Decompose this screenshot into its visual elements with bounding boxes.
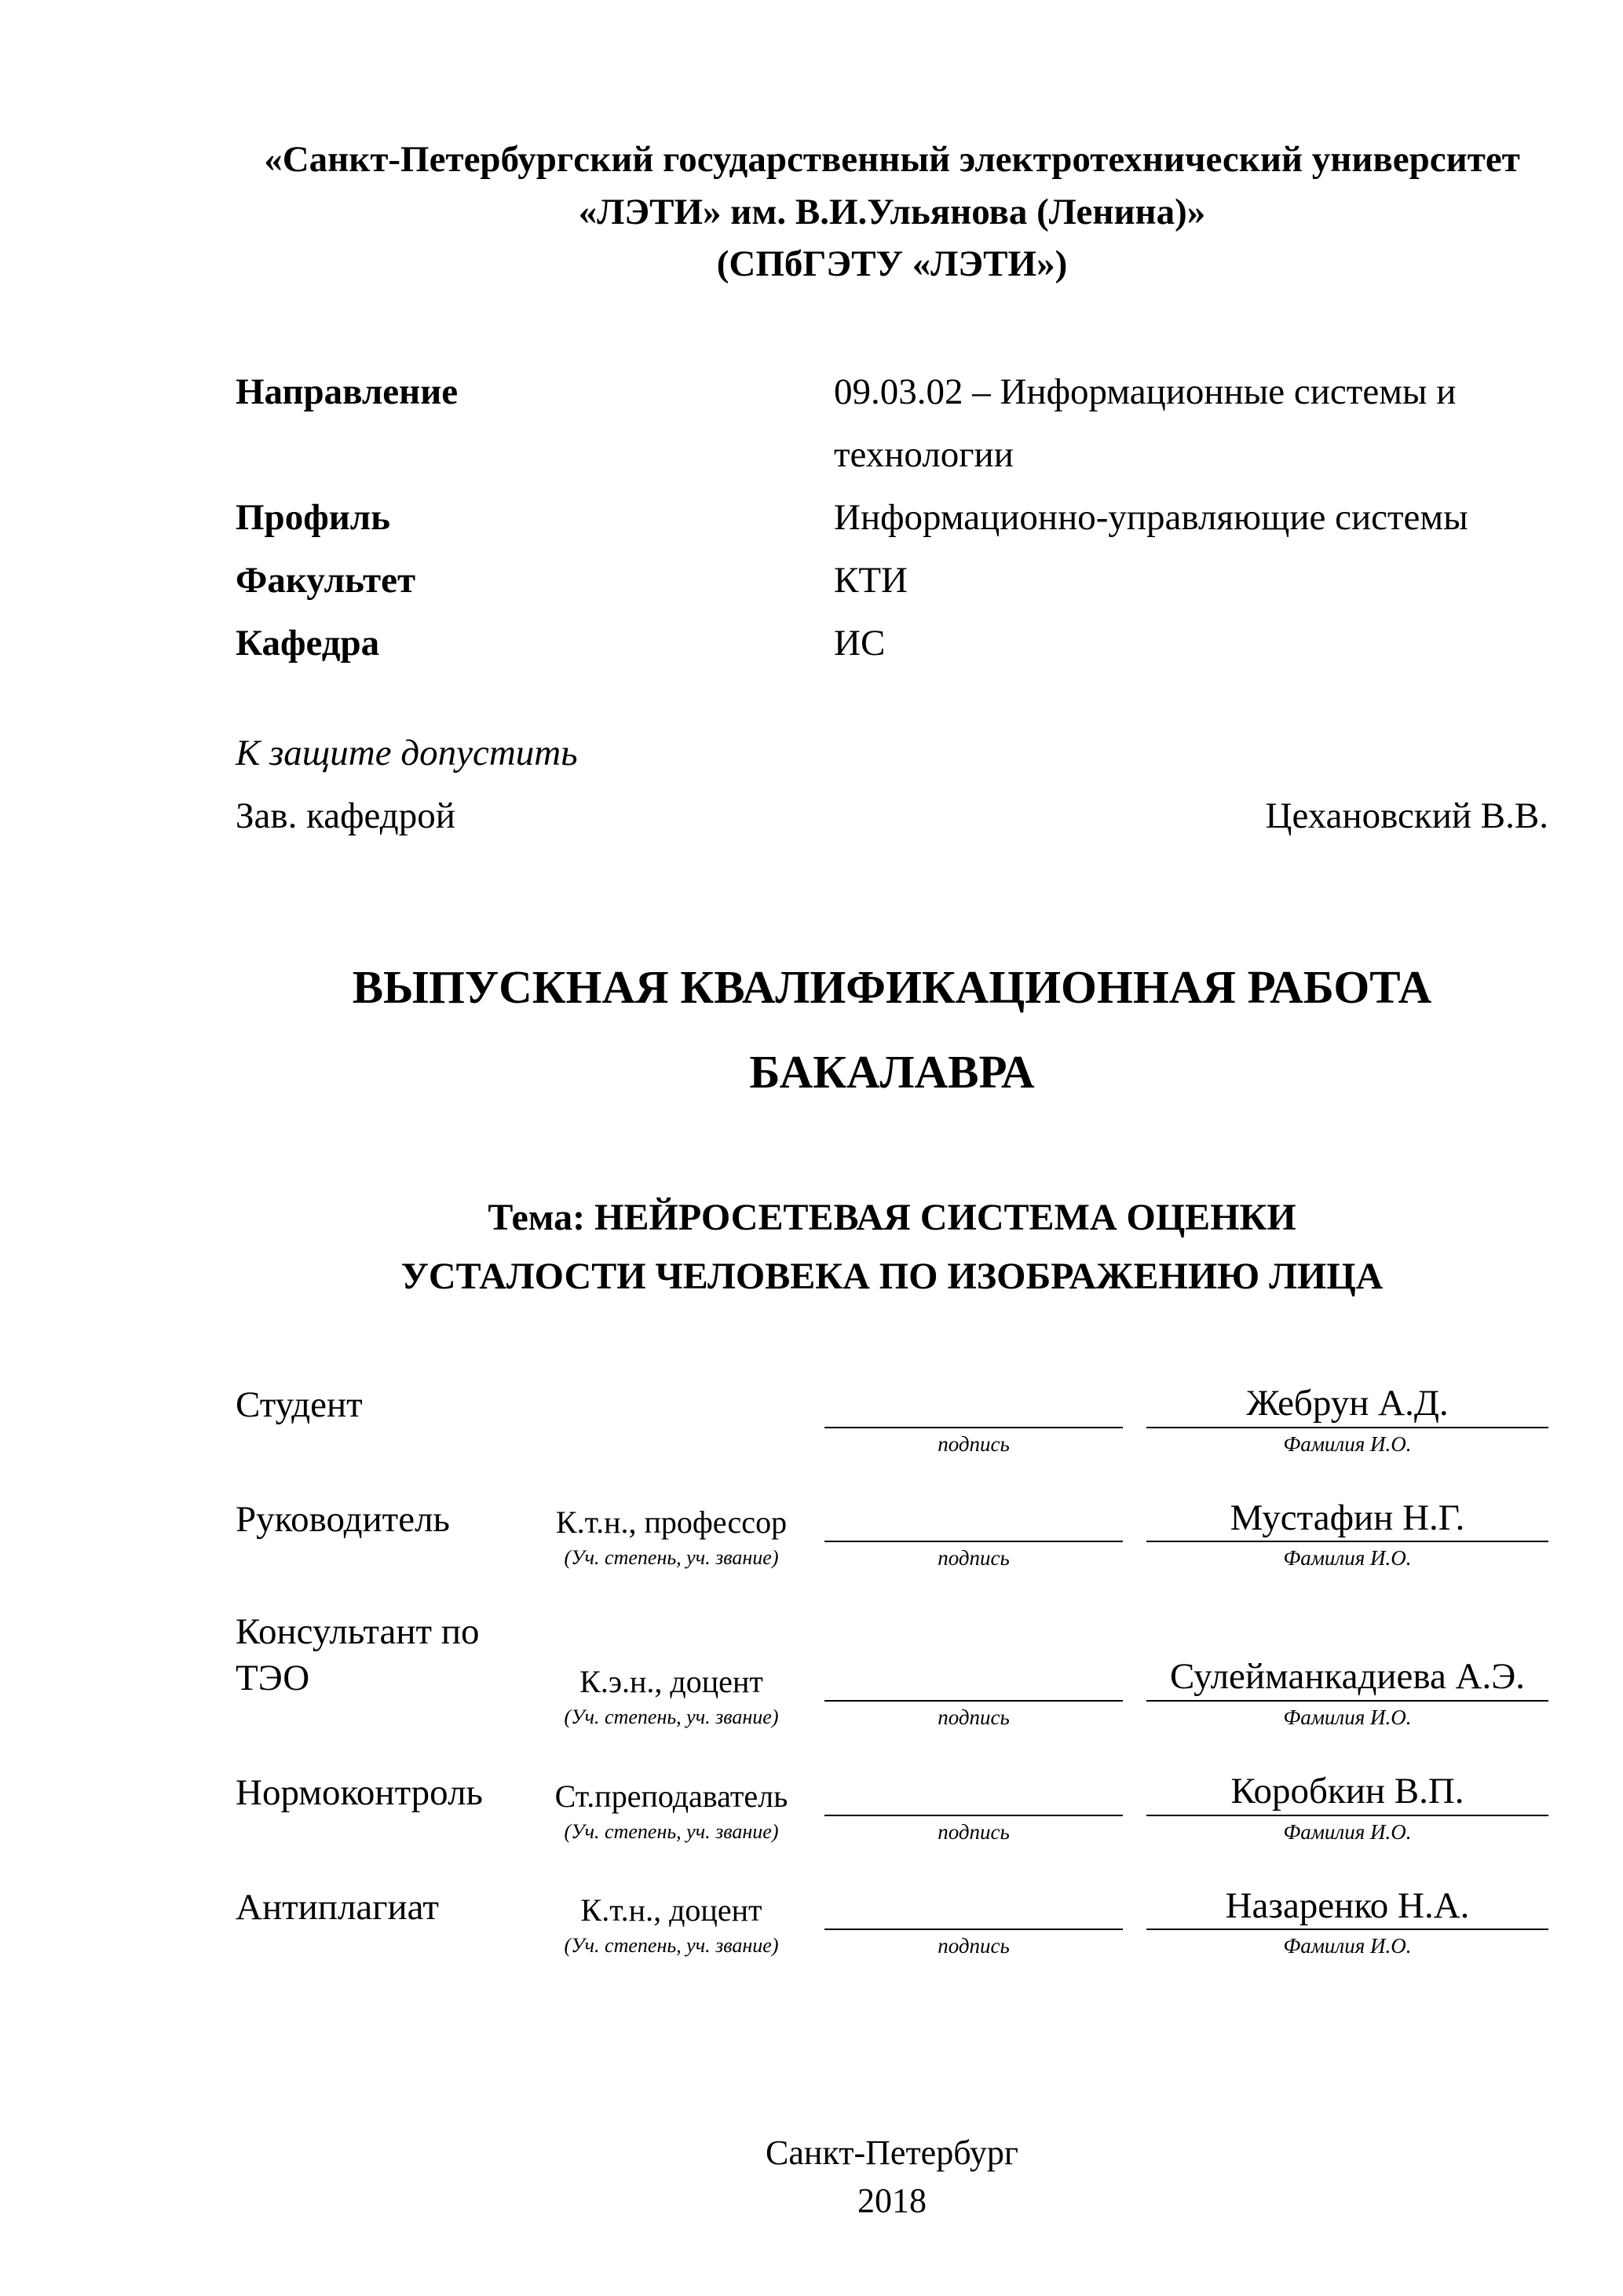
degree-cell — [542, 1495, 801, 1574]
main-title-line2: БАКАЛАВРА — [749, 1045, 1035, 1098]
name-caption: Фамилия И.О. — [1283, 1819, 1412, 1844]
role-label: Консультант по ТЭО — [236, 1611, 480, 1699]
degree-caption: (Уч. степень, уч. звание) — [564, 1934, 779, 1958]
name-value: Сулейманкадиева А.Э. — [1146, 1654, 1548, 1702]
department-head-row — [236, 785, 1548, 848]
department-head-name: Цехановский В.В. — [1265, 795, 1548, 836]
role-label: Нормоконтроль — [236, 1771, 483, 1813]
name-caption: Фамилия И.О. — [1283, 1431, 1412, 1456]
signature-row-student — [236, 1380, 1548, 1460]
degree-caption: (Уч. степень, уч. звание) — [564, 1705, 779, 1728]
signature-caption: подпись — [938, 1705, 1010, 1729]
name-value: Мустафин Н.Г. — [1146, 1495, 1548, 1543]
signature-cell — [801, 1495, 1146, 1574]
footer-year: 2018 — [857, 2181, 927, 2221]
role-cell — [236, 1768, 542, 1848]
signature-caption: подпись — [938, 1431, 1010, 1456]
degree-label: Ст.преподаватель — [554, 1778, 788, 1814]
field-value-profile: Информационно-управляющие системы — [834, 496, 1468, 538]
name-cell — [1146, 1768, 1548, 1848]
signature-cell — [801, 1768, 1146, 1848]
signatures-section — [236, 1380, 1548, 1962]
name-cell — [1146, 1883, 1548, 1962]
signature-cell — [801, 1380, 1146, 1460]
signature-row-antiplagiarism — [236, 1883, 1548, 1962]
signature-caption: подпись — [938, 1819, 1010, 1844]
admission-note: К защите допустить — [236, 732, 578, 773]
name-cell — [1146, 1609, 1548, 1733]
role-cell — [236, 1380, 542, 1460]
signature-row-supervisor — [236, 1495, 1548, 1574]
name-cell — [1146, 1380, 1548, 1460]
signature-line — [824, 1383, 1123, 1428]
degree-caption: (Уч. степень, уч. звание) — [564, 1546, 779, 1570]
degree-cell — [542, 1609, 801, 1733]
admission-block — [236, 722, 1548, 848]
field-label-faculty: Факультет — [236, 559, 416, 601]
degree-cell-empty — [542, 1380, 801, 1460]
field-value-department: ИС — [834, 622, 886, 664]
field-value-faculty: КТИ — [834, 559, 908, 601]
name-caption: Фамилия И.О. — [1283, 1934, 1412, 1958]
name-value: Назаренко Н.А. — [1146, 1883, 1548, 1931]
main-title — [236, 945, 1548, 1114]
role-label: Антиплагиат — [236, 1886, 439, 1928]
signature-row-consultant — [236, 1609, 1548, 1733]
role-label: Руководитель — [236, 1498, 450, 1540]
field-label-department: Кафедра — [236, 622, 380, 664]
role-cell — [236, 1883, 542, 1962]
signature-line — [824, 1771, 1123, 1816]
signature-caption: подпись — [938, 1934, 1010, 1958]
role-label: Студент — [236, 1384, 363, 1425]
name-caption: Фамилия И.О. — [1283, 1546, 1412, 1570]
university-header-line3: (СПбГЭТУ «ЛЭТИ») — [716, 243, 1068, 285]
degree-cell — [542, 1768, 801, 1848]
signature-row-normcontrol — [236, 1768, 1548, 1848]
department-head-label: Зав. кафедрой — [236, 795, 455, 836]
degree-cell — [542, 1883, 801, 1962]
degree-label: К.э.н., доцент — [579, 1663, 763, 1699]
main-title-line1: ВЫПУСКНАЯ КВАЛИФИКАЦИОННАЯ РАБОТА — [352, 961, 1432, 1014]
degree-label: К.т.н., доцент — [580, 1892, 762, 1929]
program-fields — [236, 361, 1548, 675]
role-cell — [236, 1495, 542, 1574]
role-cell — [236, 1609, 542, 1733]
signature-cell — [801, 1883, 1146, 1962]
name-value: Жебрун А.Д. — [1146, 1380, 1548, 1428]
university-header — [236, 133, 1548, 291]
footer — [236, 2129, 1548, 2225]
signature-line — [824, 1656, 1123, 1702]
university-header-line1: «Санкт-Петербургский государственный электротехнический университет — [264, 139, 1520, 180]
thesis-theme: Тема: НЕЙРОСЕТЕВАЯ СИСТЕМА ОЦЕНКИ УСТАЛОСТИ ЧЕЛОВЕКА ПО ИЗОБРАЖЕНИЮ ЛИЦА — [400, 1197, 1384, 1297]
footer-city: Санкт-Петербург — [766, 2133, 1018, 2172]
name-caption: Фамилия И.О. — [1283, 1705, 1412, 1729]
name-value: Коробкин В.П. — [1146, 1768, 1548, 1816]
degree-label: К.т.н., профессор — [555, 1504, 788, 1541]
university-header-line2: «ЛЭТИ» им. В.И.Ульянова (Ленина)» — [578, 191, 1206, 232]
signature-line — [824, 1497, 1123, 1542]
signature-line — [824, 1885, 1123, 1930]
name-cell — [1146, 1495, 1548, 1574]
signature-caption: подпись — [938, 1546, 1010, 1570]
field-label-profile: Профиль — [236, 496, 391, 538]
degree-caption: (Уч. степень, уч. звание) — [564, 1819, 779, 1843]
signature-cell — [801, 1609, 1146, 1733]
field-value-direction: 09.03.02 – Информационные системы и технологии — [834, 371, 1457, 476]
field-label-direction: Направление — [236, 371, 459, 413]
